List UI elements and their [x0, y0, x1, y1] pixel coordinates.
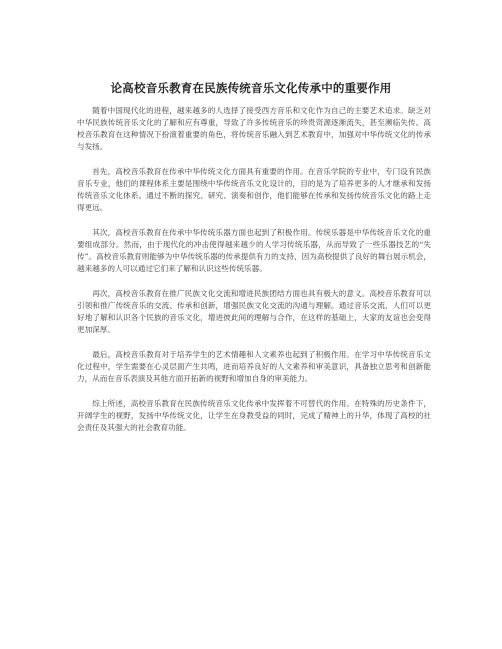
- document-title: 论高校音乐教育在民族传统音乐文化传承中的重要作用: [110, 81, 392, 95]
- document-body: [77, 105, 431, 447]
- paragraph-third: 再次，高校音乐教育在推广民族文化交流和增进民族团结方面也具有极大的意义。高校音乐教育可以引领和推广传统音乐的交流、传承和创新，增强民族文化交流的沟通与理解。通过音乐交流，人们可以更好地了解和认识各个民族的音乐文化，增进彼此间的理解与合作，在这样的基础上，大家的友谊也会变得更加深厚。: [77, 289, 431, 334]
- paragraph-first: 首先，高校音乐教育在传承中华传统文化方面具有重要的作用。在音乐学院的专业中，专门设有民族音乐专业，他们的课程体系主要是围绕中华传统音乐文化设计的，目的是为了培养更多的人才继承和发扬传统音乐文化体系。通过不断的探究、研究、演奏和创作，他们能够在传承和发扬传统音乐文化的路上走得更远。: [77, 167, 431, 212]
- paragraph-second: 其次，高校音乐教育在传承中华传统乐器方面也起到了积极作用。传统乐器是中华传统音乐文化的重要组成部分。然而，由于现代化的冲击使得越来越少的人学习传统乐器，从而导致了一些乐器技艺的“失传”。高校音乐教育则能够为中华传统乐器的传承提供有力的支持，因为高校提供了良好的舞台展示机会，越来越多的人可以通过它们来了解和认识这些传统乐器。: [77, 228, 431, 273]
- paragraph-conclusion: 综上所述，高校音乐教育在民族传统音乐文化传承中发挥着不可替代的作用。在特殊的历史条件下，开阔学生的视野，发扬中华传统文化，让学生在身教受益的同时，完成了精神上的升华，体现了高校的社会责任及其强大的社会教育功能。: [77, 399, 431, 432]
- paragraph-intro: 随着中国现代化的进程，越来越多的人选择了接受西方音乐和文化作为自己的主要艺术追求。缺乏对中华民族传统音乐文化的了解和应有尊重，导致了许多传统音乐的珍贵资源逐渐流失，甚至濒临失传。高校音乐教育在这种情况下扮演着重要的角色，将传统音乐融入到艺术教育中，加强对中华传统文化的传承与发扬。: [77, 106, 431, 151]
- paragraph-fourth: 最后，高校音乐教育对于培养学生的艺术情趣和人文素养也起到了积极作用。在学习中华传统音乐文化过程中，学生需要在心灵层面产生共鸣，进而培养良好的人文素养和审美意识，具备独立思考和创新能力，从而在音乐表演及其他方面开拓新的视野和增加自身的审美能力。: [77, 350, 431, 383]
